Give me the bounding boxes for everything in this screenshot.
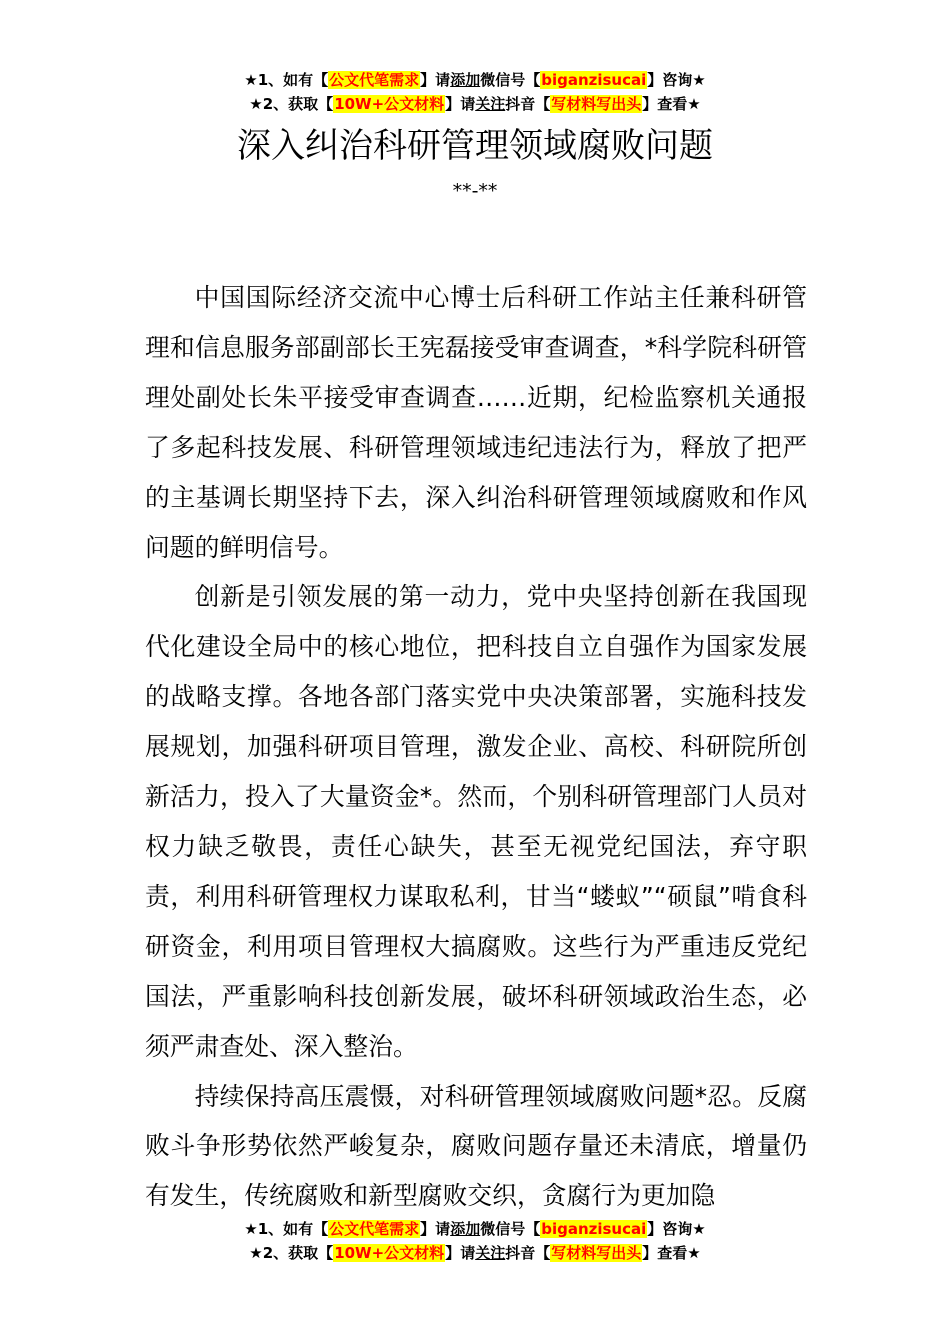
promo-underline: 关注 [475, 1244, 506, 1262]
body-paragraph-1: 中国国际经济交流中心博士后科研工作站主任兼科研管理和信息服务部副部长王宪磊接受审查调查，*科学院科研管理处副处长朱平接受审查调查……近期，纪检监察机关通报了多起科技发展、科研管理领域违纪违法行为，释放了把严的主基调长期坚持下去，深入纠治科研管理领域腐败和作风问题的鲜明信号。 [145, 283, 807, 562]
promo-text: 】咨询★ [647, 71, 706, 89]
promo-highlight: 写材料写出头 [551, 1244, 642, 1262]
promo-text: 】请 [445, 1244, 476, 1262]
promo-text: ★2、获取【 [249, 1244, 334, 1262]
promo-line-2 [0, 1241, 950, 1265]
promo-underline: 添加 [450, 71, 481, 89]
promo-highlight: 10W+公文材料 [334, 1244, 445, 1262]
promo-highlight: 公文代笔需求 [329, 71, 420, 89]
promo-underline: 添加 [450, 1220, 481, 1238]
body-paragraph-3: 持续保持高压震慑，对科研管理领域腐败问题*忍。反腐败斗争形势依然严峻复杂，腐败问题存量还未清底，增量仍有发生，传统腐败和新型腐败交织，贪腐行为更加隐 [145, 1081, 807, 1211]
promo-highlight: 10W+公文材料 [334, 95, 445, 113]
promo-highlight: 写材料写出头 [551, 95, 642, 113]
promo-line-2 [0, 92, 950, 116]
promo-text: 】请 [420, 71, 451, 89]
promo-banner-bottom [0, 1217, 950, 1265]
document-title: 深入纠治科研管理领域腐败问题 [237, 126, 713, 166]
promo-text: 抖音【 [505, 95, 551, 113]
promo-line-1 [0, 68, 950, 92]
promo-text: ★1、如有【 [244, 71, 329, 89]
promo-banner-top [0, 68, 950, 116]
promo-text: 】请 [445, 95, 476, 113]
promo-text: 微信号【 [480, 71, 541, 89]
promo-highlight: 公文代笔需求 [329, 1220, 420, 1238]
promo-text: 微信号【 [480, 1220, 541, 1238]
promo-text: ★2、获取【 [249, 95, 334, 113]
promo-text: 】咨询★ [647, 1220, 706, 1238]
promo-text: 】查看★ [642, 95, 701, 113]
document-author: **-** [452, 180, 498, 202]
promo-underline: 关注 [475, 95, 506, 113]
document-body [145, 273, 807, 1221]
body-paragraph-2: 创新是引领发展的第一动力，党中央坚持创新在我国现代化建设全局中的核心地位，把科技自立自强作为国家发展的战略支撑。各地各部门落实党中央决策部署，实施科技发展规划，加强科研项目管理，激发企业、高校、科研院所创新活力，投入了大量资金*。然而，个别科研管理部门人员对权力缺乏敬畏，责任心缺失，甚至无视党纪国法，弃守职责，利用科研管理权力谋取私利，甘当“蝼蚁”“硕鼠”啃食科研资金，利用项目管理权大搞腐败。这些行为严重违反党纪国法，严重影响科技创新发展，破坏科研领域政治生态，必须严肃查处、深入整治。 [145, 582, 807, 1061]
promo-text: 抖音【 [505, 1244, 551, 1262]
promo-highlight: biganzisucai [541, 1220, 647, 1238]
promo-text: 】请 [420, 1220, 451, 1238]
promo-text: ★1、如有【 [244, 1220, 329, 1238]
promo-highlight: biganzisucai [541, 71, 647, 89]
promo-line-1 [0, 1217, 950, 1241]
promo-text: 】查看★ [642, 1244, 701, 1262]
